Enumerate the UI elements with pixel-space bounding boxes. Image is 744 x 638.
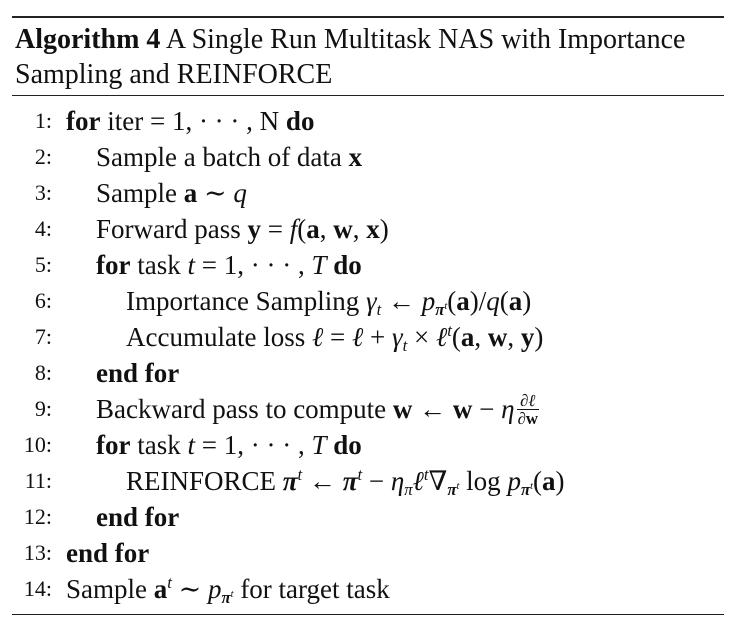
statement-text: task xyxy=(137,430,181,460)
line-number: 5: xyxy=(34,252,52,277)
line-number: 13: xyxy=(23,540,52,565)
statement-text: REINFORCE xyxy=(126,466,277,496)
statement-text: Forward pass xyxy=(96,214,241,244)
statement-text: Backward pass to compute xyxy=(96,394,387,424)
algorithm-title-line1: A Single Run Multitask NAS with Importance xyxy=(165,24,686,55)
line-number: 10: xyxy=(23,432,52,457)
keyword-do: do xyxy=(285,106,315,136)
keyword-end-for: end for xyxy=(96,358,180,388)
line-number: 12: xyxy=(23,504,52,529)
loop-range: iter = 1, · · · , N xyxy=(107,106,280,136)
keyword-do: do xyxy=(333,250,362,280)
line-number: 2: xyxy=(34,144,52,169)
top-rule xyxy=(12,16,724,18)
statement-text: Sample xyxy=(96,178,177,208)
statement-text: Importance Sampling xyxy=(126,286,360,316)
algorithm-label: Algorithm 4 xyxy=(15,24,161,55)
statement-text: task xyxy=(137,250,181,280)
statement-text: for target task xyxy=(240,574,390,604)
keyword-end-for: end for xyxy=(66,538,150,568)
line-number: 4: xyxy=(34,216,52,241)
line-number: 9: xyxy=(34,396,52,421)
line-number: 6: xyxy=(34,288,52,313)
keyword-for: for xyxy=(96,430,131,460)
keyword-for: for xyxy=(66,106,101,136)
line-number: 14: xyxy=(23,576,52,601)
gradient-fraction: $\frac{\text{∂ℓ}}{\partial w}$ xyxy=(517,390,538,429)
keyword-do: do xyxy=(333,430,362,460)
algorithm-caption xyxy=(15,22,727,92)
keyword-for: for xyxy=(96,250,131,280)
statement-text: Sample xyxy=(66,574,147,604)
line-number: 11: xyxy=(24,468,52,493)
line-number: 7: xyxy=(34,324,52,349)
statement-text: Sample a batch of data xyxy=(96,142,342,172)
algorithm-title-line2: Sampling and REINFORCE xyxy=(15,59,333,90)
statement-text: Accumulate loss xyxy=(126,322,306,352)
line-number: 1: xyxy=(34,108,52,133)
bottom-rule xyxy=(12,614,724,615)
line-number: 8: xyxy=(34,360,52,385)
keyword-end-for: end for xyxy=(96,502,180,532)
caption-rule xyxy=(12,95,724,96)
line-number: 3: xyxy=(34,180,52,205)
